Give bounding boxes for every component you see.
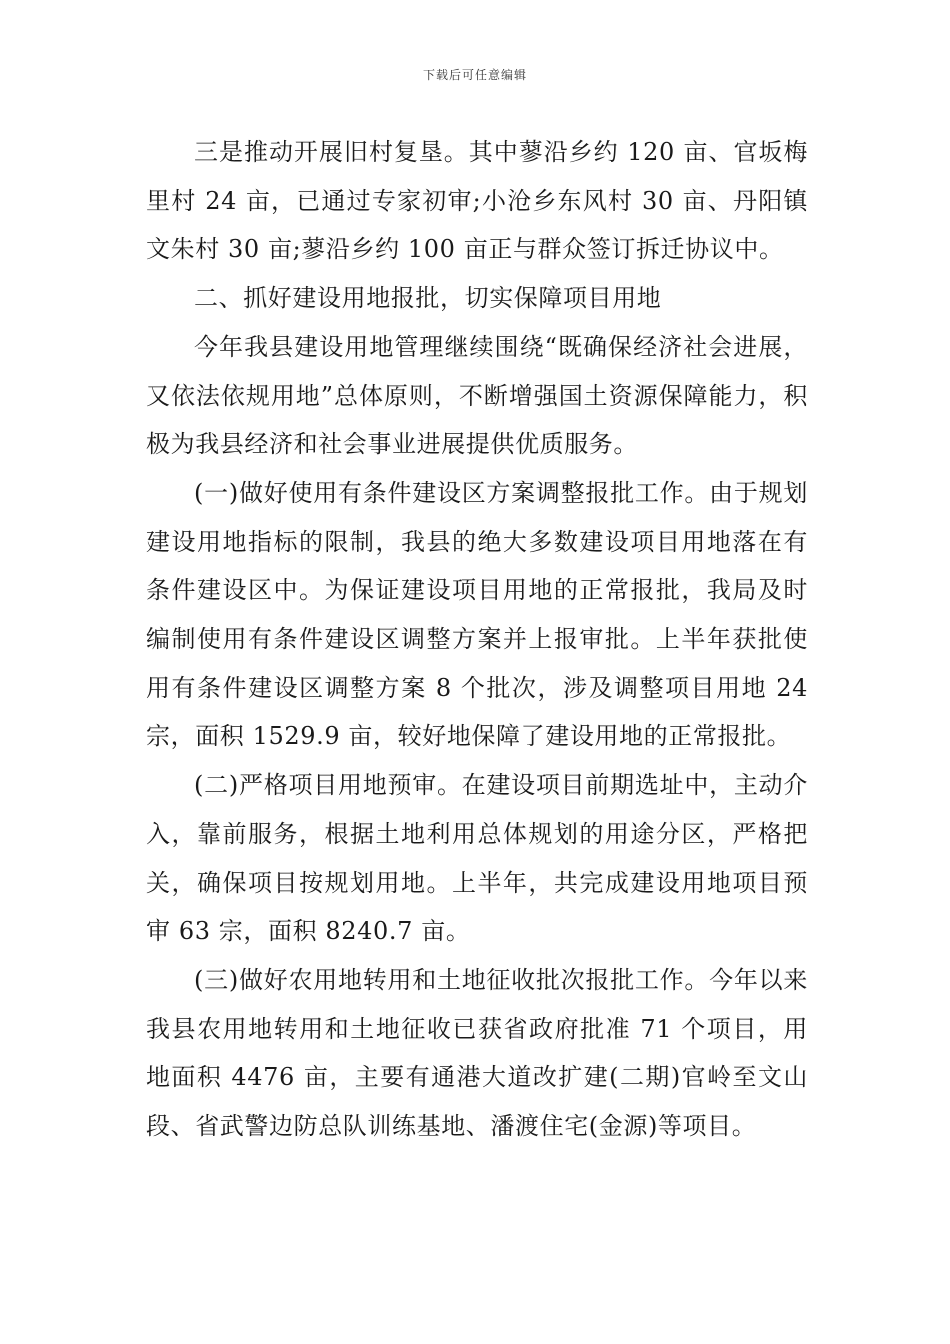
paragraph-old-village-reclamation: 三是推动开展旧村复垦。其中蓼沿乡约 120 亩、官坂梅里村 24 亩，已通过专家初审;小沧乡东风村 30 亩、丹阳镇文朱村 30 亩;蓼沿乡约 100 亩正与群众签订拆迁协议中。 [146, 138, 808, 264]
paragraph-farmland-conversion-approval: (三)做好农用地转用和土地征收批次报批工作。今年以来我县农用地转用和土地征收已获省政府批准 71 个项目，用地面积 4476 亩，主要有通港大道改扩建(二期)官岭至文山段、省武警边防总队训练基地、潘渡住宅(金源)等项目。 [146, 965, 808, 1141]
section-heading-land-approval: 二、抓好建设用地报批，切实保障项目用地 [194, 284, 662, 313]
header-note: 下载后可任意编辑 [422, 68, 527, 82]
paragraph-conditional-zone-adjustment: (一)做好使用有条件建设区方案调整报批工作。由于规划建设用地指标的限制，我县的绝大多数建设项目用地落在有条件建设区中。为保证建设项目用地的正常报批，我局及时编制使用有条件建设区调整方案并上报审批。上半年获批使用有条件建设区调整方案 8 个批次，涉及调整项目用地 24 宗，面积 1529.9 亩，较好地保障了建设用地的正常报批。 [146, 478, 808, 751]
paragraph-project-land-preliminary-review: (二)严格项目用地预审。在建设项目前期选址中，主动介入，靠前服务，根据土地利用总体规划的用途分区，严格把关，确保项目按规划用地。上半年，共完成建设用地项目预审 63 宗，面积 8240.7 亩。 [146, 771, 808, 946]
document-body [146, 128, 808, 1151]
paragraph-land-management-principle: 今年我县建设用地管理继续围绕“既确保经济社会进展，又依法依规用地”总体原则，不断增强国土资源保障能力，积极为我县经济和社会事业进展提供优质服务。 [146, 332, 808, 459]
